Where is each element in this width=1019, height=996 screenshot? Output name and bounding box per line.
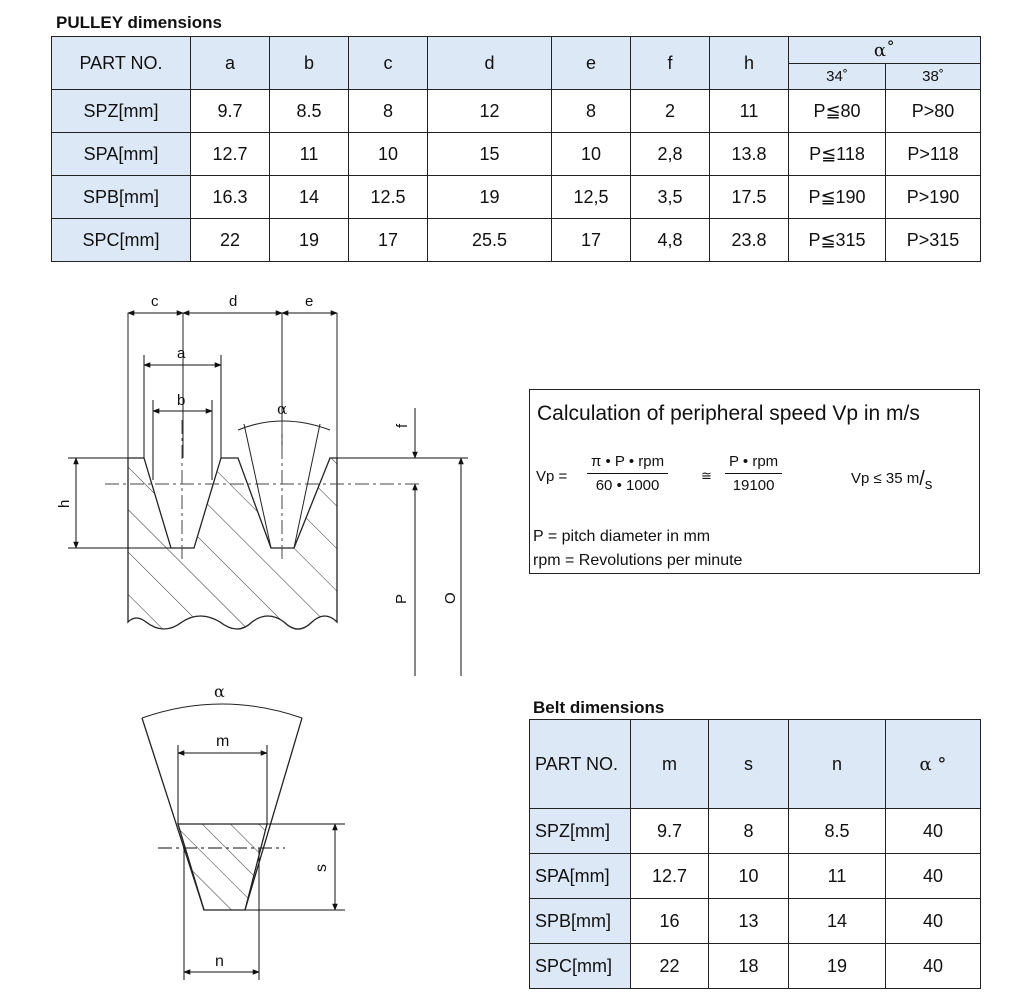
belt-label-alpha: α [214,682,225,701]
cell-f: 2 [631,90,710,133]
cell-alpha-34: P≦190 [789,176,886,219]
table-row [530,809,981,854]
pulley-title: PULLEY dimensions [56,13,222,32]
cell-b: 14 [270,176,349,219]
pulley-header-e: e [552,37,631,90]
belt-label-n: n [215,953,224,970]
cell-h: 17.5 [710,176,789,219]
cell-c: 12.5 [349,176,428,219]
cell-m: 16 [631,899,709,944]
cell-f: 4,8 [631,219,710,262]
pulley-header-b: b [270,37,349,90]
pulley-header-part: PART NO. [52,37,191,90]
formula-speed-limit: Vp ≤ 35 m/s [851,468,933,493]
label-a: a [177,345,186,362]
pulley-header-alpha-34: 34˚ [789,64,886,90]
belt-header-s: s [709,720,789,809]
cell-f: 2,8 [631,133,710,176]
table-row [530,899,981,944]
cell-s: 18 [709,944,789,989]
definition-rpm: rpm = Revolutions per minute [533,552,743,569]
belt-title: Belt dimensions [533,698,665,717]
cell-alpha: 40 [886,899,981,944]
label-o: O [442,592,459,604]
formula-approx: ≅ [701,468,712,483]
pulley-header-d: d [428,37,552,90]
cell-d: 12 [428,90,552,133]
part-number: SPC[mm] [52,219,191,262]
pulley-header-f: f [631,37,710,90]
cell-alpha-34: P≦80 [789,90,886,133]
part-number: SPA[mm] [530,854,631,899]
table-row [530,854,981,899]
cell-alpha: 40 [886,854,981,899]
part-number: SPB[mm] [530,899,631,944]
fraction-2-denominator: 19100 [732,477,775,494]
formula-fraction-1 [587,453,668,494]
cell-c: 8 [349,90,428,133]
definition-p: P = pitch diameter in mm [533,528,711,545]
belt-table [529,719,981,989]
label-f: f [394,423,411,428]
part-number: SPZ[mm] [52,90,191,133]
cell-f: 3,5 [631,176,710,219]
pulley-header-alpha-38: 38˚ [886,64,981,90]
cell-m: 9.7 [631,809,709,854]
cell-n: 11 [789,854,886,899]
label-alpha: α [277,400,288,418]
speed-limit-suffix: s [924,476,933,493]
cell-alpha: 40 [886,944,981,989]
label-b: b [177,392,186,409]
belt-label-m: m [216,733,230,750]
cell-alpha-38: P>118 [886,133,981,176]
cell-m: 12.7 [631,854,709,899]
cell-a: 12.7 [191,133,270,176]
part-number: SPB[mm] [52,176,191,219]
pulley-header-h: h [710,37,789,90]
cell-h: 13.8 [710,133,789,176]
cell-b: 19 [270,219,349,262]
cell-s: 10 [709,854,789,899]
cell-d: 25.5 [428,219,552,262]
formula-vp-label: Vp = [536,468,568,485]
belt-header-n: n [789,720,886,809]
label-c: c [151,293,159,310]
cell-e: 12,5 [552,176,631,219]
cell-b: 8.5 [270,90,349,133]
cell-alpha: 40 [886,809,981,854]
cell-alpha-34: P≦118 [789,133,886,176]
formula-fraction-2 [725,453,782,494]
pulley-header-alpha: α˚ [789,37,981,64]
speed-limit-prefix: Vp ≤ 35 m [851,470,920,487]
cell-a: 9.7 [191,90,270,133]
cell-h: 11 [710,90,789,133]
cell-s: 13 [709,899,789,944]
cell-d: 19 [428,176,552,219]
cell-c: 10 [349,133,428,176]
cell-alpha-34: P≦315 [789,219,886,262]
part-number: SPA[mm] [52,133,191,176]
belt-label-s: s [313,864,330,872]
cell-n: 8.5 [789,809,886,854]
label-e: e [305,293,314,310]
cell-e: 10 [552,133,631,176]
cell-n: 19 [789,944,886,989]
formula-title: Calculation of peripheral speed Vp in m/s [537,402,920,425]
fraction-1-numerator: π • P • rpm [587,453,668,474]
fraction-2-numerator: P • rpm [725,453,782,474]
cell-e: 17 [552,219,631,262]
part-number: SPC[mm] [530,944,631,989]
formula-box [529,389,980,574]
cell-a: 16.3 [191,176,270,219]
cell-alpha-38: P>190 [886,176,981,219]
table-row [530,944,981,989]
cell-e: 8 [552,90,631,133]
cell-m: 22 [631,944,709,989]
fraction-1-denominator: 60 • 1000 [595,477,660,494]
cell-a: 22 [191,219,270,262]
cell-s: 8 [709,809,789,854]
cell-b: 11 [270,133,349,176]
cell-alpha-38: P>80 [886,90,981,133]
label-h: h [56,499,73,508]
pulley-header-a: a [191,37,270,90]
cell-alpha-38: P>315 [886,219,981,262]
cell-h: 23.8 [710,219,789,262]
pulley-header-c: c [349,37,428,90]
cell-d: 15 [428,133,552,176]
cell-n: 14 [789,899,886,944]
belt-header-m: m [631,720,709,809]
pulley-section [128,313,337,629]
label-d: d [229,293,238,310]
cell-c: 17 [349,219,428,262]
belt-header-part: PART NO. [530,720,631,809]
label-p: P [393,593,410,604]
part-number: SPZ[mm] [530,809,631,854]
belt-header-alpha: α ° [886,720,981,809]
